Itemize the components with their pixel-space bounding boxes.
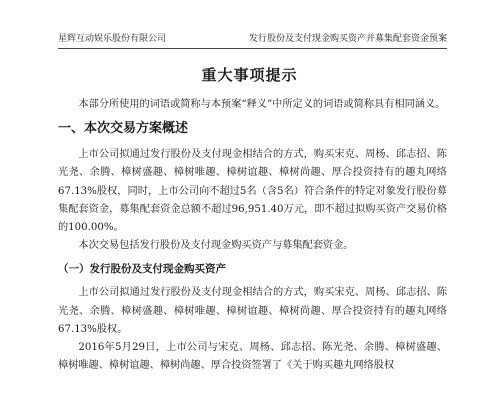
intro-paragraph: 本部分所使用的词语或简称与本预案“释义”中所定义的词语或简称具有相同涵义。 xyxy=(78,99,446,110)
transaction-components-paragraph: 本次交易包括发行股份及支付现金购买资产与募集配套资金。 xyxy=(78,240,354,252)
share-issuance-paragraph: 上市公司拟通过发行股份及支付现金相结合的方式，购买宋克、周杨、邱志招、陈光尧、余腾、樟树盛趣、樟树唯趣、樟树谊趣、樟树尚趣、厚合投资持有的趣丸网络67.13%股权。 xyxy=(58,287,447,335)
document-body xyxy=(58,96,447,375)
header-divider xyxy=(58,48,447,49)
page-title: 重大事项提示 xyxy=(201,66,298,84)
header-company-name: 星辉互动娱乐股份有限公司 xyxy=(58,34,167,44)
page-header xyxy=(58,31,447,47)
subsection-heading-share-issuance: （一）发行股份及支付现金购买资产 xyxy=(58,263,226,276)
header-document-title: 发行股份及支付现金购买资产并募集配套资金预案 xyxy=(248,34,447,44)
transaction-overview-paragraph: 上市公司拟通过发行股份及支付现金相结合的方式，购买宋克、周杨、邱志招、陈光尧、余腾、樟树盛趣、樟树唯趣、樟树谊趣、樟树尚趣、厚合投资持有的趣丸网络67.13%股权，同时，上市公司向不超过5名（含5名）符合条件的特定对象发行股份募集配套资金，募集配套资金总额不超过96,951.40万元，即不超过拟购买资产交易价格的100.00%。 xyxy=(58,149,447,234)
section-heading-transaction-overview: 一、本次交易方案概述 xyxy=(58,121,189,137)
agreement-paragraph: 2016年5月29日，上市公司与宋克、周杨、邱志招、陈光尧、余腾、樟树盛趣、樟树唯趣、樟树谊趣、樟树尚趣、厚合投资签署了《关于购买趣丸网络股权 xyxy=(58,342,447,372)
